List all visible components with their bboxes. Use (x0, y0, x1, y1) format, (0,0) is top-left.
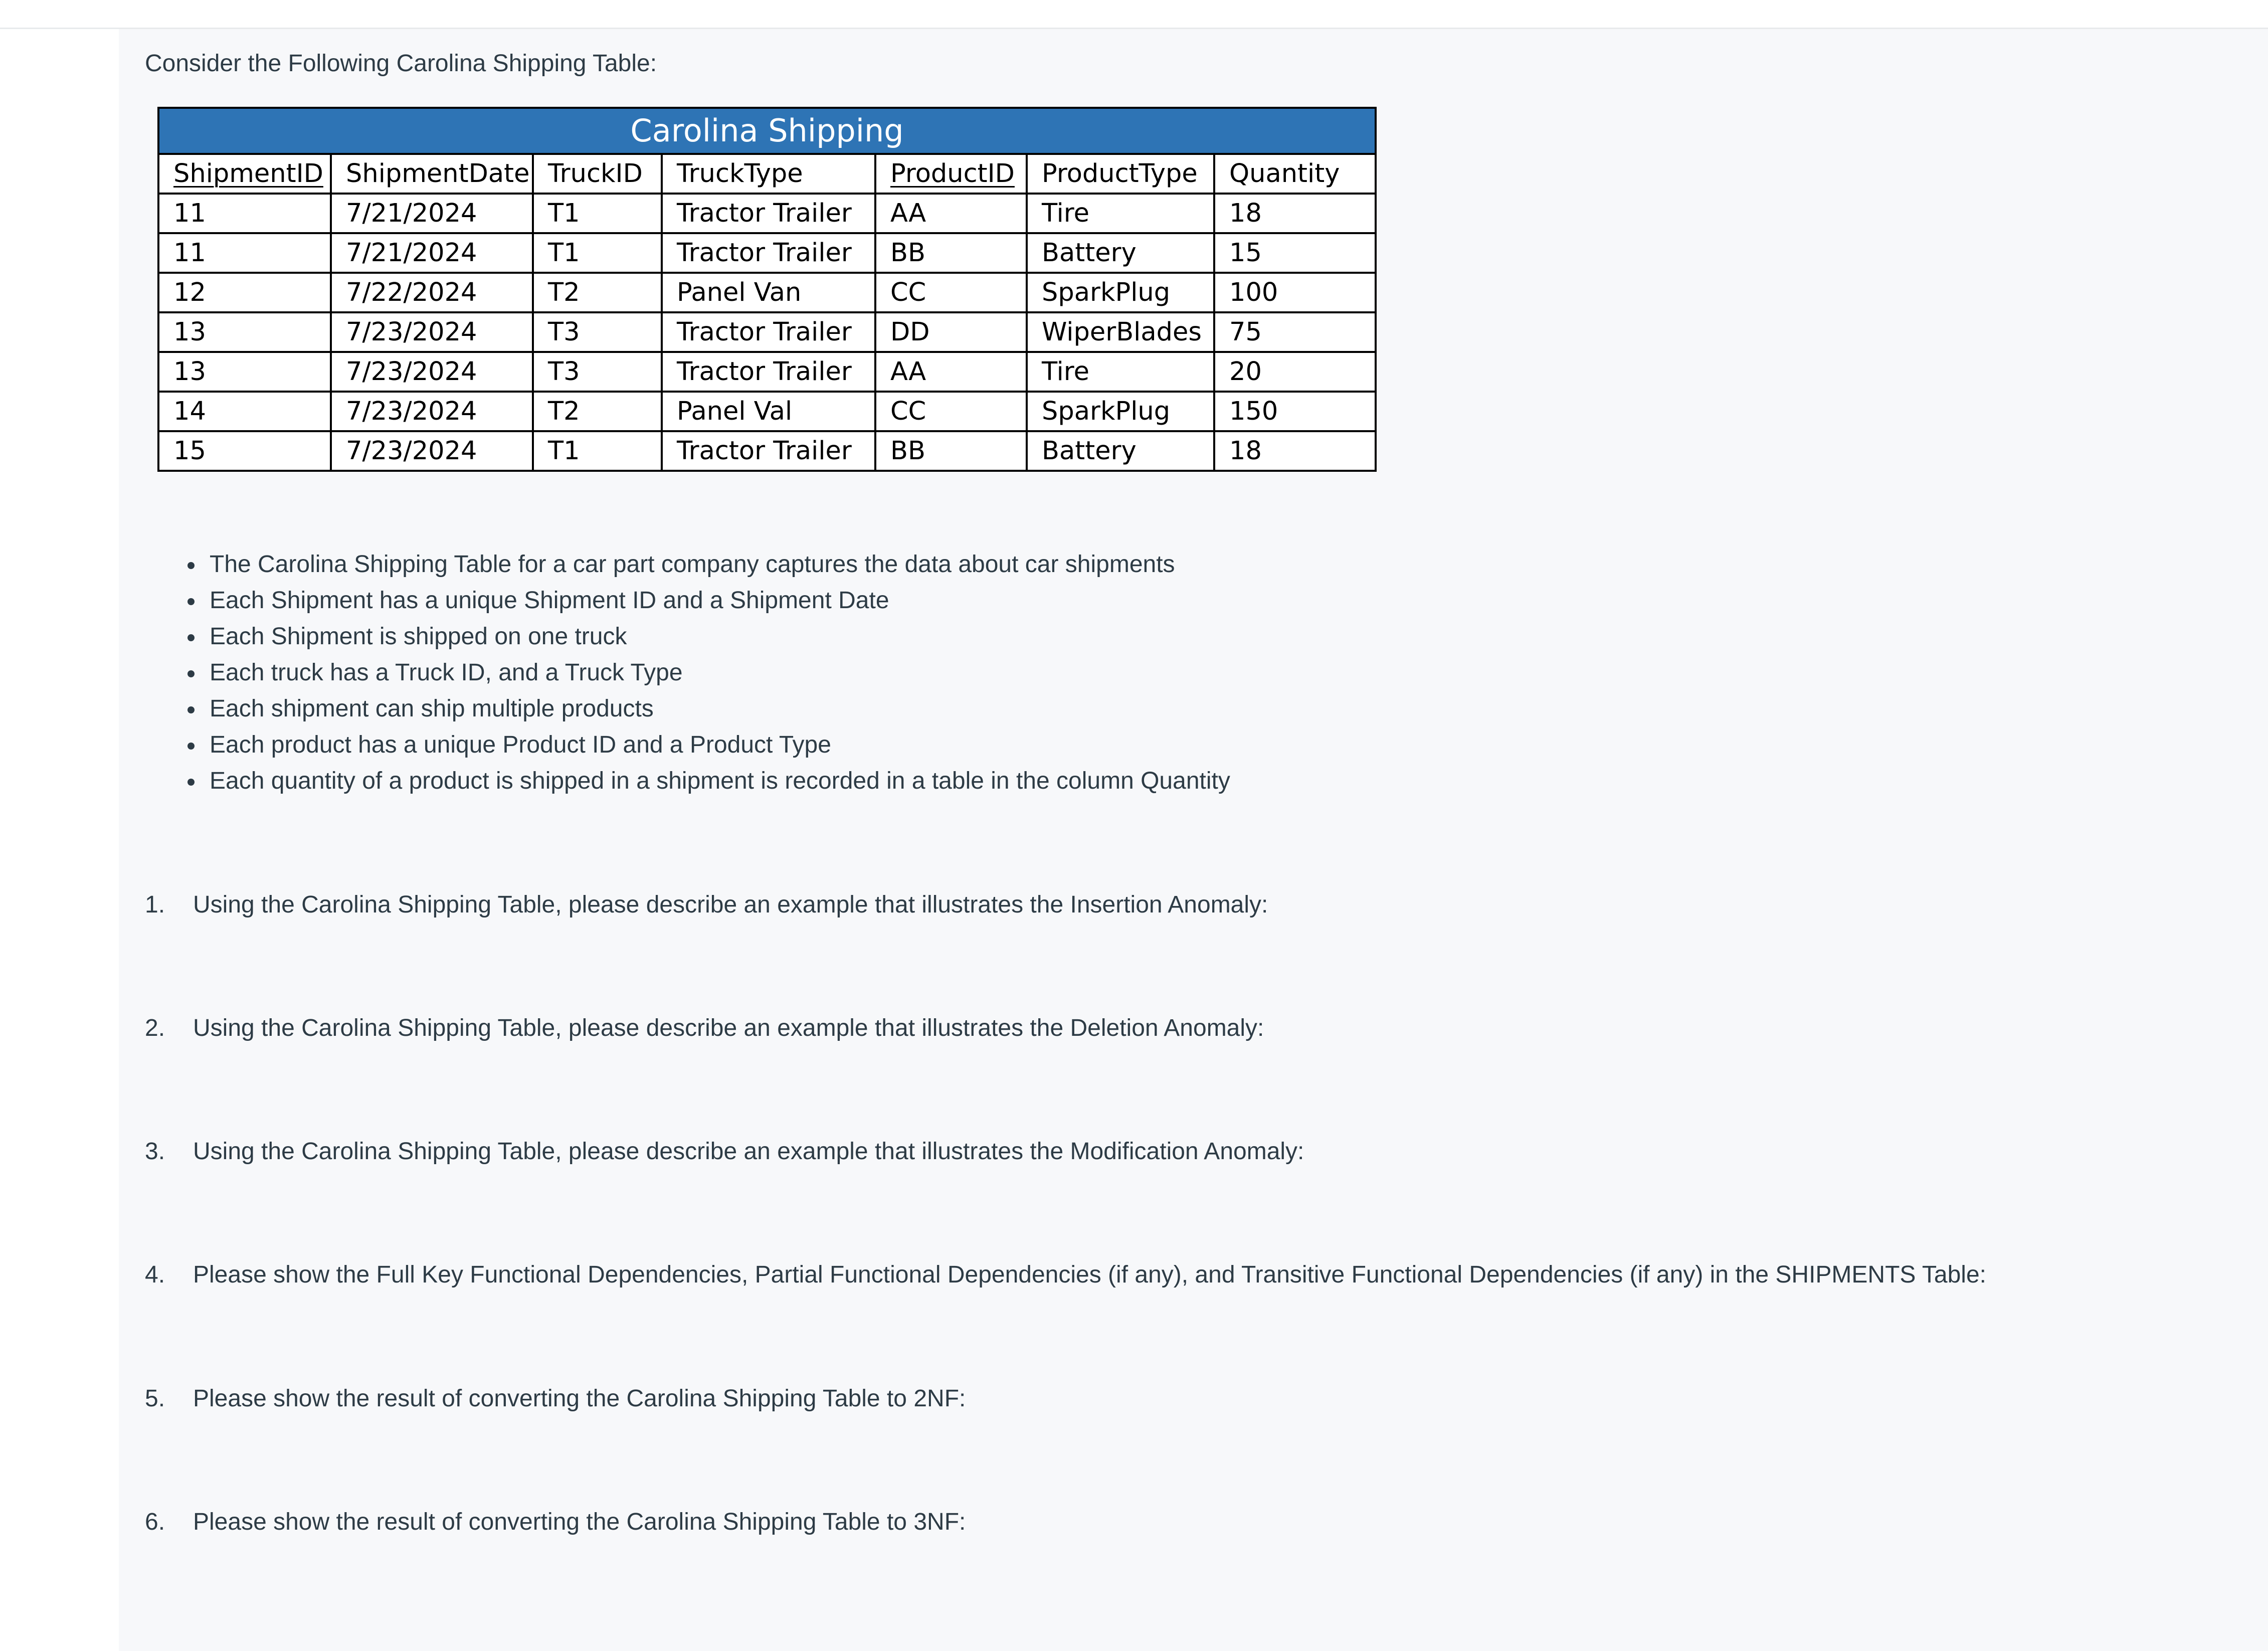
table-row (158, 312, 1376, 352)
table-cell: T1 (533, 431, 662, 471)
table-cell: WiperBlades (1027, 312, 1214, 352)
table-row (158, 273, 1376, 312)
table-cell: 13 (158, 312, 331, 352)
bullet-dot-icon (187, 779, 195, 786)
table-cell: 18 (1214, 194, 1376, 233)
table-cell: BB (875, 233, 1027, 273)
table-cell: T1 (533, 233, 662, 273)
table-cell: Battery (1027, 233, 1214, 273)
question-number: 6. (145, 1509, 165, 1535)
question-4 (145, 1260, 1986, 1290)
table-cell: 14 (158, 392, 331, 431)
bullet-dot-icon (187, 706, 195, 713)
table-cell: 20 (1214, 352, 1376, 392)
table-cell: CC (875, 273, 1027, 312)
table-cell: CC (875, 392, 1027, 431)
column-header: TruckType (662, 154, 875, 194)
list-item: Each shipment can ship multiple products (179, 691, 1230, 727)
question-number: 1. (145, 891, 165, 918)
table-row (158, 431, 1376, 471)
table-cell: T1 (533, 194, 662, 233)
table-cell: 75 (1214, 312, 1376, 352)
table-cell: DD (875, 312, 1027, 352)
bullet-dot-icon (187, 598, 195, 605)
table-cell: 15 (158, 431, 331, 471)
table-cell: 7/22/2024 (331, 273, 533, 312)
column-header: Quantity (1214, 154, 1376, 194)
table-cell: SparkPlug (1027, 392, 1214, 431)
bullet-dot-icon (187, 670, 195, 677)
intro-text: Consider the Following Carolina Shipping Table: (145, 50, 657, 77)
table-cell: 7/21/2024 (331, 194, 533, 233)
bullet-dot-icon (187, 562, 195, 569)
table-cell: Panel Val (662, 392, 875, 431)
table-cell: T3 (533, 352, 662, 392)
question-2 (145, 1013, 1264, 1043)
column-header: ProductType (1027, 154, 1214, 194)
list-item: Each Shipment has a unique Shipment ID and a Shipment Date (179, 583, 1230, 619)
question-text: Please show the result of converting the Carolina Shipping Table to 2NF: (193, 1385, 966, 1412)
question-number: 3. (145, 1138, 165, 1165)
table-cell: 18 (1214, 431, 1376, 471)
list-item: The Carolina Shipping Table for a car part company captures the data about car shipments (179, 546, 1230, 583)
table-cell: BB (875, 431, 1027, 471)
table-cell: Tire (1027, 352, 1214, 392)
table-row (158, 392, 1376, 431)
table-cell: 15 (1214, 233, 1376, 273)
column-header (875, 154, 1027, 194)
table-row (158, 194, 1376, 233)
table-cell: Panel Van (662, 273, 875, 312)
list-item: Each Shipment is shipped on one truck (179, 619, 1230, 655)
table-cell: AA (875, 194, 1027, 233)
list-item: Each truck has a Truck ID, and a Truck Type (179, 655, 1230, 691)
question-text: Please show the Full Key Functional Dependencies, Partial Functional Dependencies (if any), and Transitive Functional Dependencies (if any) in the SHIPMENTS Table: (193, 1261, 1986, 1288)
table-cell: 100 (1214, 273, 1376, 312)
table-title-row (158, 108, 1376, 154)
question-text: Please show the result of converting the Carolina Shipping Table to 3NF: (193, 1509, 966, 1535)
table-cell: Tractor Trailer (662, 194, 875, 233)
requirements-list (179, 546, 1230, 799)
column-header (158, 154, 331, 194)
table-cell: 7/23/2024 (331, 352, 533, 392)
table-cell: Tire (1027, 194, 1214, 233)
table-cell: 7/23/2024 (331, 312, 533, 352)
question-text: Using the Carolina Shipping Table, please describe an example that illustrates the Deletion Anomaly: (193, 1015, 1264, 1041)
table-cell: 11 (158, 194, 331, 233)
list-item: Each product has a unique Product ID and a Product Type (179, 727, 1230, 763)
table-cell: 7/21/2024 (331, 233, 533, 273)
carolina-shipping-table (157, 107, 1377, 472)
table-cell: AA (875, 352, 1027, 392)
primary-key-label: ProductID (890, 158, 1015, 189)
table-cell: 12 (158, 273, 331, 312)
question-number: 5. (145, 1385, 165, 1412)
table-cell: Battery (1027, 431, 1214, 471)
table-header-row (158, 154, 1376, 194)
table-cell: 11 (158, 233, 331, 273)
column-header: TruckID (533, 154, 662, 194)
bullet-dot-icon (187, 743, 195, 750)
table-cell: Tractor Trailer (662, 431, 875, 471)
table-cell: 13 (158, 352, 331, 392)
question-5 (145, 1384, 966, 1414)
table-cell: 7/23/2024 (331, 392, 533, 431)
table-cell: T2 (533, 273, 662, 312)
table-row (158, 233, 1376, 273)
table-cell: SparkPlug (1027, 273, 1214, 312)
table-title: Carolina Shipping (158, 108, 1376, 154)
table-cell: Tractor Trailer (662, 352, 875, 392)
table-cell: 150 (1214, 392, 1376, 431)
question-number: 4. (145, 1261, 165, 1288)
column-header: ShipmentDate (331, 154, 533, 194)
primary-key-label: ShipmentID (173, 158, 323, 189)
question-text: Using the Carolina Shipping Table, please describe an example that illustrates the Insertion Anomaly: (193, 891, 1268, 918)
table-cell: T3 (533, 312, 662, 352)
table-cell: T2 (533, 392, 662, 431)
question-1 (145, 890, 1268, 920)
table-cell: Tractor Trailer (662, 312, 875, 352)
question-3 (145, 1137, 1304, 1167)
bullet-dot-icon (187, 634, 195, 641)
table-cell: 7/23/2024 (331, 431, 533, 471)
table-row (158, 352, 1376, 392)
question-number: 2. (145, 1015, 165, 1041)
question-text: Using the Carolina Shipping Table, please describe an example that illustrates the Modification Anomaly: (193, 1138, 1304, 1165)
question-6 (145, 1507, 966, 1537)
table-cell: Tractor Trailer (662, 233, 875, 273)
list-item: Each quantity of a product is shipped in a shipment is recorded in a table in the column Quantity (179, 763, 1230, 799)
